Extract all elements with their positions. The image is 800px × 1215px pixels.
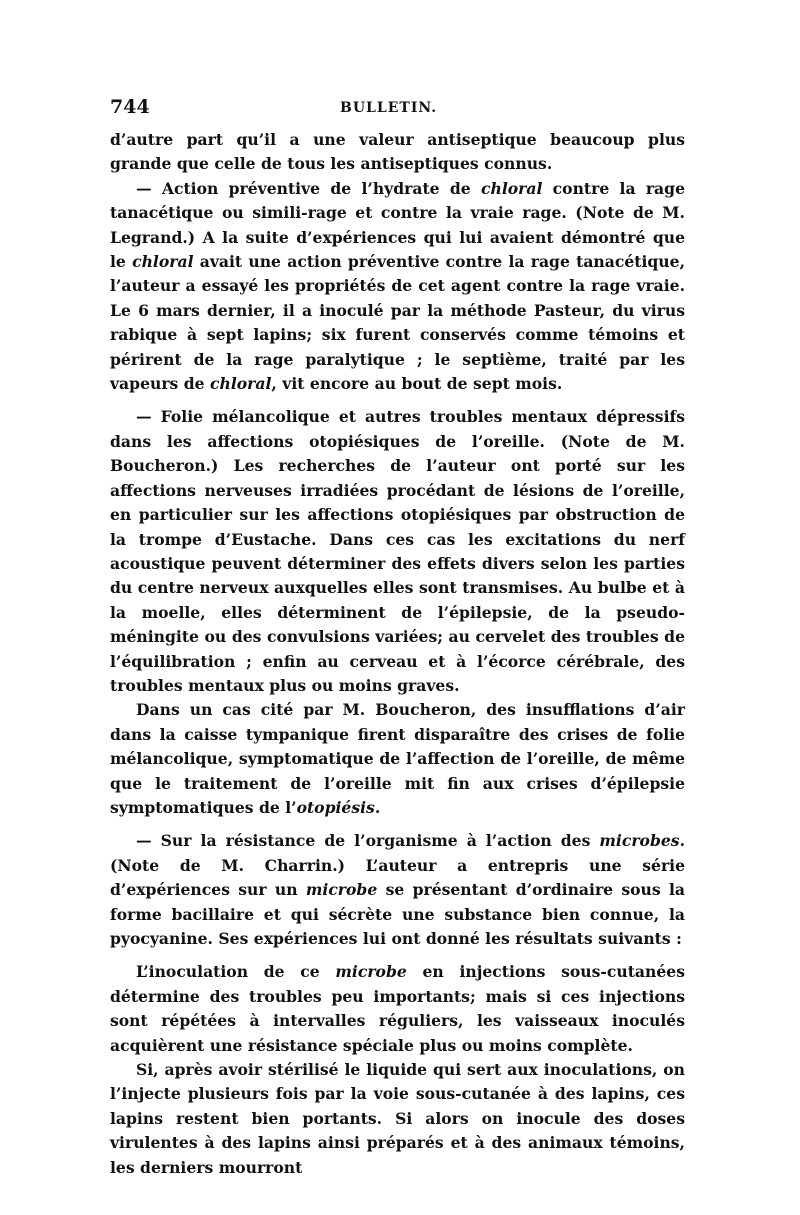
paragraph-boucheron-case: Dans un cas cité par M. Boucheron, des insufflations d’air dans la caisse tympanique firent disparaître des crises de folie mélancolique, symptomatique de l’affection de l’oreille, de même que le traitement de l’oreille mit fin aux crises d’épilepsie symptomatiques de l’otopiésis. [110,700,685,817]
page-number: 744 [110,96,150,118]
paragraph-chloral-rage: — Action préventive de l’hydrate de chloral contre la rage tanacétique ou simili-rage et contre la vraie rage. (Note de M. Legrand.) A la suite d’expériences qui lui avaient démontré que le chloral avait une action préventive contre la rage tanacétique, l’auteur a essayé les propriétés de cet agent contre la rage vraie. Le 6 mars dernier, il a inoculé par la méthode Pasteur, du virus rabique à sept lapins; six furent conservés comme témoins et périrent de la rage paralytique ; le septième, traité par les vapeurs de chloral, vit encore au bout de sept mois. [110,178,685,394]
paragraph-sterilise: Si, après avoir stérilisé le liquide qui sert aux inoculations, on l’injecte plusieurs fois par la voie sous-cutanée à des lapins, ces lapins restent bien portants. Si alors on inocule des doses virulentes à des lapins ainsi préparés et à des animaux témoins, les derniers mourront [110,1060,685,1177]
running-title: BULLETIN. [340,100,438,116]
italic-term: microbe [305,880,378,900]
paragraph-folie-melancolique: — Folie mélancolique et autres troubles mentaux dépressifs dans les affections otopiésiques de l’oreille. (Note de M. Boucheron.) Les recherches de l’auteur ont porté sur les affections nerveuses irradiées procédant de lésions de l’oreille, en particulier sur les affections otopiésiques par obstruction de la trompe d’Eustache. Dans ces cas les excitations du nerf acoustique peuvent déterminer des effets divers selon les parties du centre nerveux auxquelles elles sont transmises. Au bulbe et à la moelle, elles déterminent de l’épilepsie, de la pseudo-méningite ou des convulsions variées; au cervelet des troubles de l’équilibration ; enfin au cerveau et à l’écorce cérébrale, des troubles mentaux plus ou moins graves. [110,407,685,695]
body-text [110,128,685,1180]
italic-term: microbes [599,831,680,851]
italic-term: otopiésis [296,797,375,817]
paragraph-resistance-microbes: — Sur la résistance de l’organisme à l’action des microbes. (Note de M. Charrin.) L’auteur a entrepris une série d’expériences sur un microbe se présentant d’ordinaire sous la forme bacillaire et qui sécrète une substance bien connue, la pyocyanine. Ses expériences lui ont donné les résultats suivants : [110,831,686,948]
italic-term: chloral [480,178,543,198]
italic-term: chloral [132,252,194,272]
paragraph-inoculation: L’inoculation de ce microbe en injections sous-cutanées détermine des troubles peu importants; mais si ces injections sont répétées à intervalles réguliers, les vaisseaux inoculés acquièrent une résistance spéciale plus ou moins complète. [110,962,685,1055]
paragraph-continuation: d’autre part qu’il a une valeur antiseptique beaucoup plus grande que celle de tous les antiseptiques connus. [110,130,685,174]
page-header [110,96,685,126]
italic-term: microbe [335,962,407,982]
italic-term: chloral [210,374,272,394]
